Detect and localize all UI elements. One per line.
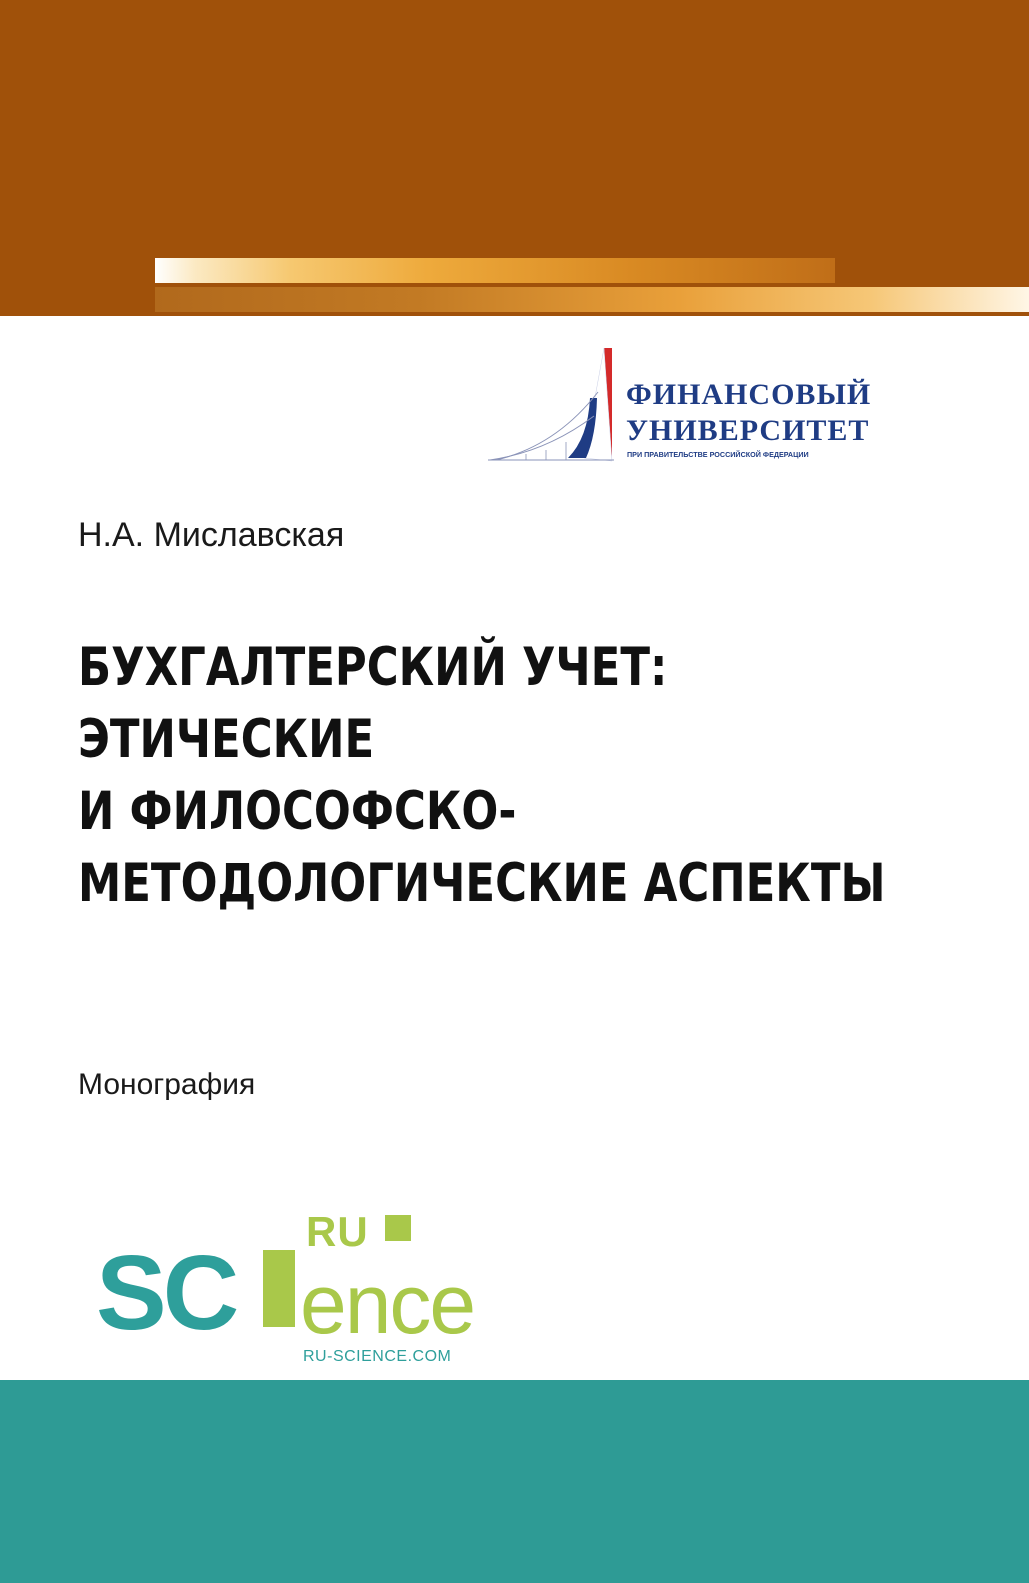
university-logo xyxy=(486,346,886,471)
publisher-logo-i-bar-icon xyxy=(263,1250,295,1327)
publisher-logo-sc: SC xyxy=(96,1234,236,1352)
book-title xyxy=(78,632,886,920)
publisher-logo-ence: ence xyxy=(300,1257,475,1351)
publisher-url: RU-SCIENCE.COM xyxy=(303,1348,452,1365)
financial-university-emblem-icon xyxy=(486,346,626,471)
logo-text-line1: ФИНАНСОВЫЙ xyxy=(626,378,872,411)
author-name: Н.А. Миславская xyxy=(78,516,345,554)
logo-subtitle: ПРИ ПРАВИТЕЛЬСТВЕ РОССИЙСКОЙ ФЕДЕРАЦИИ xyxy=(627,450,809,459)
genre-label: Монография xyxy=(78,1068,256,1101)
bottom-color-band xyxy=(0,1380,1029,1583)
title-line-3: И ФИЛОСОФСКО- xyxy=(78,781,517,842)
publisher-logo-square-icon xyxy=(385,1215,411,1241)
gradient-stripe-lower xyxy=(155,287,1029,312)
title-line-4: МЕТОДОЛОГИЧЕСКИЕ АСПЕКТЫ xyxy=(78,853,886,914)
gradient-stripe-upper xyxy=(155,258,835,283)
logo-text-line2: УНИВЕРСИТЕТ xyxy=(626,414,870,447)
title-line-2: ЭТИЧЕСКИЕ xyxy=(78,709,375,770)
publisher-logo-ru: RU xyxy=(306,1208,369,1255)
title-line-1: БУХГАЛТЕРСКИЙ УЧЕТ: xyxy=(78,637,668,698)
